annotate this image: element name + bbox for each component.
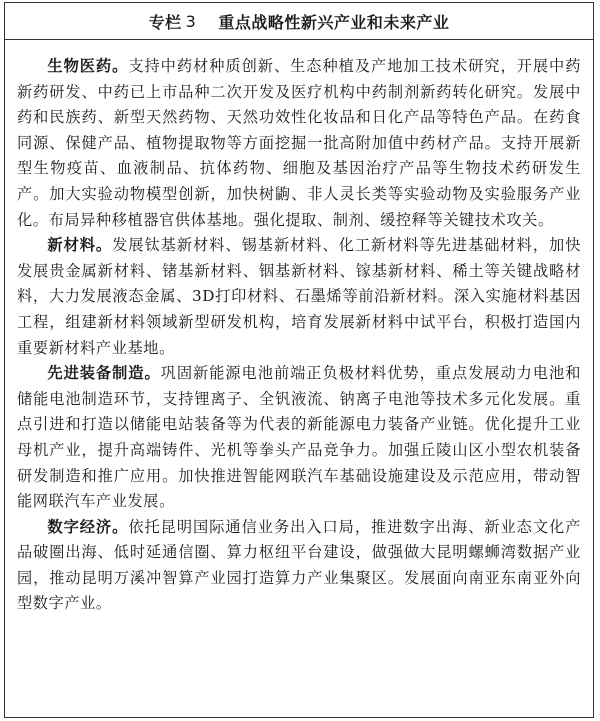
section-text: 依托昆明国际通信业务出入口局，推进数字出海、新业态文化产品破圈出海、低时延通信圈、算力枢纽平台建设，做强做大昆明螺蛳湾数据产业园，推动昆明万溪冲智算产业园打造算力产业集聚区。发展面向南亚东南亚外向型数字产业。 [17, 517, 582, 613]
column-number: 3 [185, 11, 197, 31]
section-heading: 新材料。 [47, 236, 113, 255]
section-text: 发展钛基新材料、锡基新材料、化工新材料等先进基础材料，加快发展贵金属新材料、锗基新材料、铟基新材料、镓基新材料、稀土等关键战略材料，大力发展液态金属、3D打印材料、石墨烯等前沿新材料。深入实施材料基因工程，组建新材料领域新型研发机构，培育发展新材料中试平台，积极打造国内重要新材料产业基地。 [17, 236, 581, 357]
column-body [5, 40, 593, 617]
section-digital-economy [17, 515, 581, 617]
column-header [5, 3, 593, 40]
section-advanced-equipment [17, 361, 581, 515]
section-text: 支持中药材种质创新、生态种植及产地加工技术研究，开展中药新药研发、中药已上市品种二次开发及医疗机构中药制剂新药转化研究。发展中药和民族药、新型天然药物、天然功效性化妆品和日化产品等特色产品。在药食同源、保健产品、植物提取物等方面挖掘一批高附加值中药材产品。支持开展新型生物疫苗、血液制品、抗体药物、细胞及基因治疗产品等生物技术药研发生产。加大实验动物模型创新，加快树鼩、非人灵长类等实验动物及实验服务产业化。布局异种移植器官供体基地。强化提取、制剂、缓控释等关键技术攻关。 [17, 57, 582, 229]
section-biomedicine [17, 54, 581, 233]
section-heading: 数字经济。 [47, 517, 129, 536]
section-heading: 先进装备制造。 [47, 364, 161, 383]
column-title: 重点战略性新兴产业和未来产业 [218, 12, 450, 32]
section-new-materials [17, 233, 581, 361]
column-box [4, 2, 594, 718]
section-text: 巩固新能源电池前端正负极材料优势，重点发展动力电池和储能电池制造环节，支持锂离子、全钒液流、钠离子电池等技术多元化发展。重点引进和打造以储能电站装备等为代表的新能源电力装备产业链。优化提升工业母机产业，提升高端铸件、光机等拳头产品竞争力。加强丘陵山区小型农机装备研发制造和推广应用。加快推进智能网联汽车基础设施建设及示范应用，带动智能网联汽车产业发展。 [17, 364, 581, 511]
section-heading: 生物医药。 [47, 57, 129, 75]
column-label: 专栏 [148, 12, 182, 32]
